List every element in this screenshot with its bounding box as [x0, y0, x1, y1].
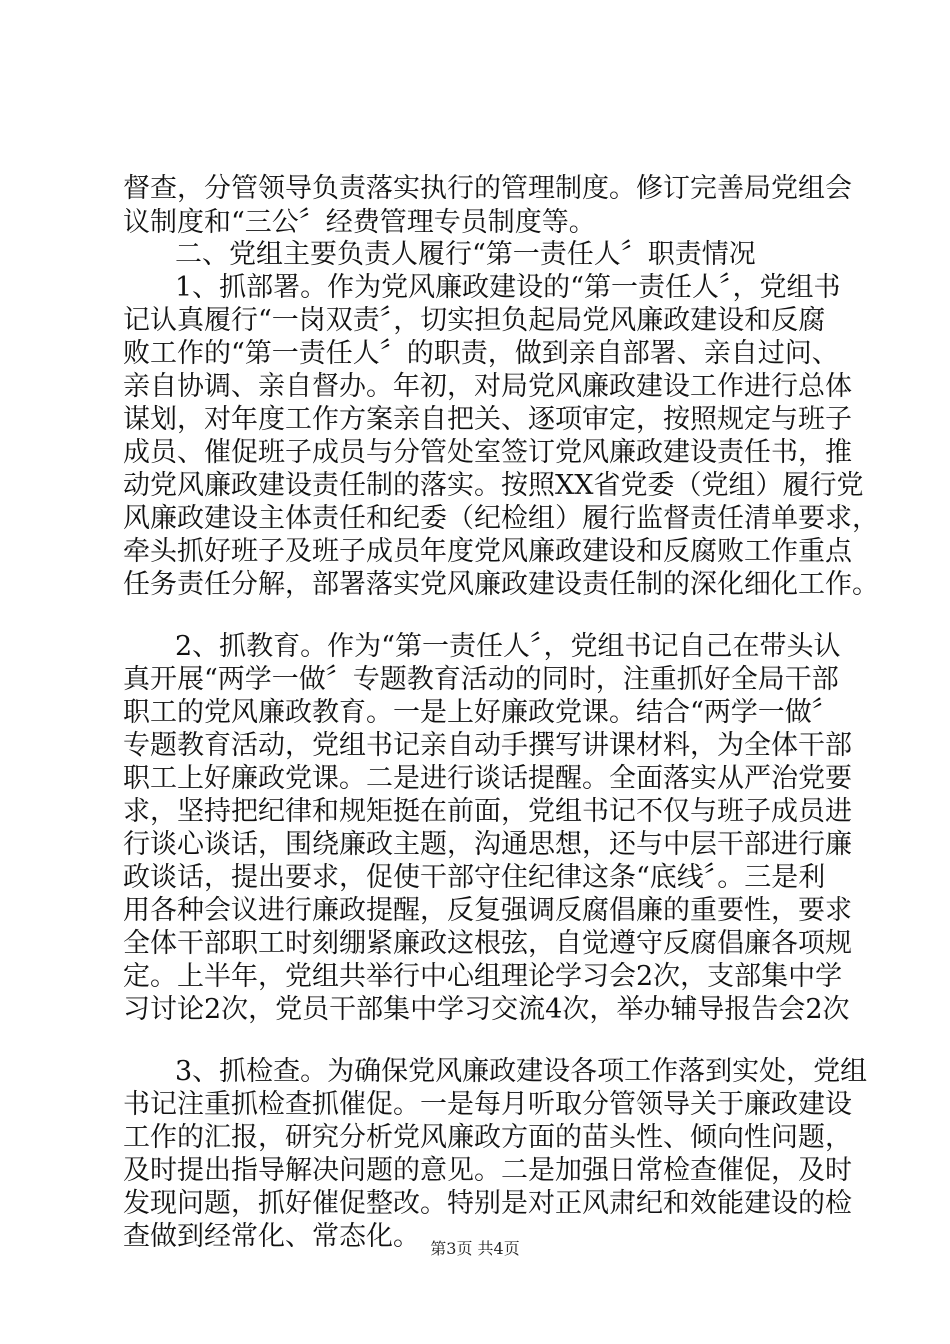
text-line: 行谈心谈话，围绕廉政主题，沟通思想，还与中层干部进行廉 — [123, 829, 852, 860]
text-line: 求，坚持把纪律和规矩挺在前面，党组书记不仅与班子成员进 — [123, 796, 852, 827]
text-line: 用各种会议进行廉政提醒，反复强调反腐倡廉的重要性，要求 — [123, 895, 852, 926]
text-line: 督查，分管领导负责落实执行的管理制度。修订完善局党组会 — [123, 173, 852, 204]
text-line: 查做到经常化、常态化。 — [123, 1221, 420, 1252]
text-line: 政谈话，提出要求，促使干部守住纪律这条“底线〞。三是利 — [123, 862, 826, 893]
text-line: 真开展“两学一做〞专题教育活动的同时，注重抓好全局干部 — [123, 664, 839, 695]
text-line: 发现问题，抓好催促整改。特别是对正风肃纪和效能建设的检 — [123, 1188, 852, 1219]
text-line: 败工作的“第一责任人〞的职责，做到亲自部署、亲自过问、 — [123, 338, 839, 369]
text-line: 书记注重抓检查抓催促。一是每月听取分管领导关于廉政建设 — [123, 1089, 852, 1120]
text-line: 定。上半年，党组共举行中心组理论学习会2次，支部集中学 — [123, 961, 843, 992]
text-line: 全体干部职工时刻绷紧廉政这根弦，自觉遵守反腐倡廉各项规 — [123, 928, 852, 959]
text-line: 工作的汇报，研究分析党风廉政方面的苗头性、倾向性问题， — [123, 1122, 852, 1153]
text-line: 风廉政建设主体责任和纪委（纪检组）履行监督责任清单要求， — [123, 503, 879, 534]
text-line: 成员、催促班子成员与分管处室签订党风廉政建设责任书，推 — [123, 437, 852, 468]
text-line: 记认真履行“一岗双责〞，切实担负起局党风廉政建设和反腐 — [123, 305, 826, 336]
text-line: 动党风廉政建设责任制的落实。按照XX省党委（党组）履行党 — [123, 470, 864, 501]
text-line: 职工的党风廉政教育。一是上好廉政党课。结合“两学一做〞 — [123, 697, 839, 728]
text-line: 专题教育活动，党组书记亲自动手撰写讲课材料，为全体干部 — [123, 730, 852, 761]
text-line: 职工上好廉政党课。二是进行谈话提醒。全面落实从严治党要 — [123, 763, 852, 794]
text-line: 议制度和“三公〞经费管理专员制度等。 — [123, 207, 596, 238]
text-line: 牵头抓好班子及班子成员年度党风廉政建设和反腐败工作重点 — [123, 536, 852, 567]
page-number-footer: 第3页 共4页 — [430, 1239, 520, 1258]
text-line: 习讨论2次，党员干部集中学习交流4次，举办辅导报告会2次 — [123, 994, 850, 1025]
text-line: 3、抓检查。为确保党风廉政建设各项工作落到实处，党组 — [175, 1056, 868, 1087]
text-line: 谋划，对年度工作方案亲自把关、逐项审定，按照规定与班子 — [123, 404, 852, 435]
text-line: 1、抓部署。作为党风廉政建设的“第一责任人〞，党组书 — [175, 272, 841, 303]
text-line: 任务责任分解，部署落实党风廉政建设责任制的深化细化工作。 — [123, 569, 879, 600]
text-line: 亲自协调、亲自督办。年初，对局党风廉政建设工作进行总体 — [123, 371, 852, 402]
text-line: 及时提出指导解决问题的意见。二是加强日常检查催促，及时 — [123, 1155, 852, 1186]
section-heading: 二、党组主要负责人履行“第一责任人〞职责情况 — [175, 239, 756, 270]
text-line: 2、抓教育。作为“第一责任人〞，党组书记自己在带头认 — [175, 631, 841, 662]
